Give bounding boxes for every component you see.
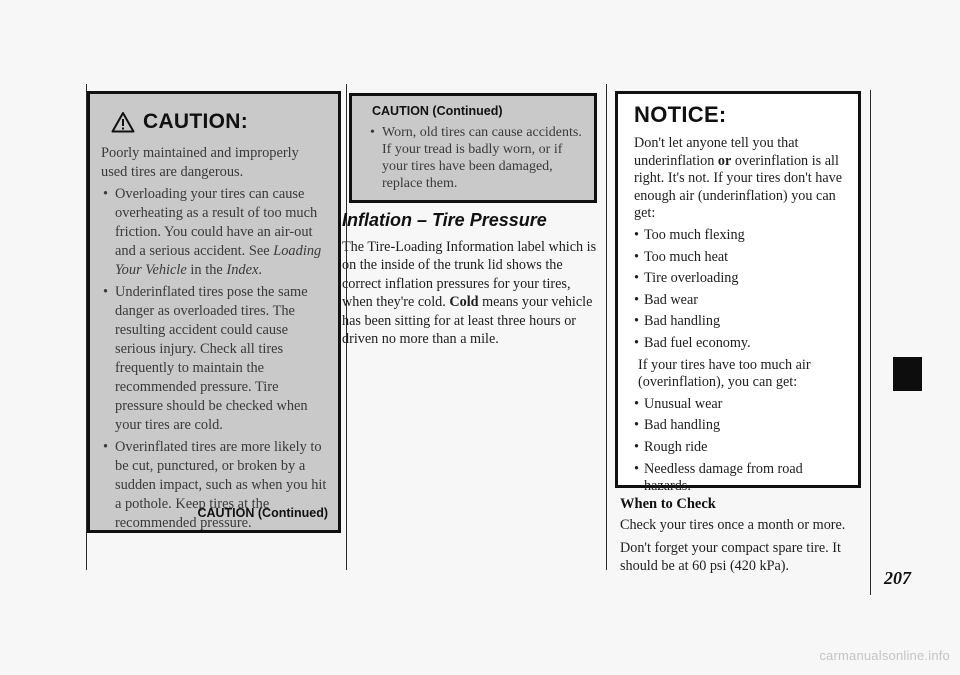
- watermark: carmanualsonline.info: [819, 648, 950, 663]
- caution-continued-bullets: [368, 124, 582, 192]
- list-item: • Bad fuel economy.: [634, 334, 751, 351]
- caution-continued-box: [349, 93, 597, 203]
- notice-text-overinflation: If your tires have too much air (overinflation), you can get:: [638, 356, 811, 391]
- list-item: • Bad wear: [634, 291, 698, 308]
- inflation-paragraph: The Tire-Loading Information label which is on the inside of the trunk lid shows the correct inflation pressures for your tires, when they're cold. Cold means your vehicle has been sitting for at least three hours or driven no more than a mile.: [342, 239, 597, 348]
- notice-box: [615, 91, 861, 495]
- list-item: • Bad handling: [634, 313, 721, 330]
- warning-triangle-icon: [111, 111, 135, 133]
- list-item: • Rough ride: [634, 438, 708, 455]
- list-item: • Bad handling: [634, 417, 721, 434]
- caution-continued-title: CAUTION (Continued): [372, 104, 503, 118]
- when-to-check-paragraph-1: Check your tires once a month or more.: [620, 517, 846, 533]
- list-item: • Needless damage from road hazards.: [634, 460, 803, 495]
- list-item: • Overinflated tires are more likely to be cut, punctured, or broken by a sudden impact, such as when you hit a pothole. Keep tires at the recommended pressure.: [103, 439, 327, 531]
- underinflation-list: [634, 227, 848, 353]
- notice-text: Don't let anyone tell you that underinflation or overinflation is all right. It's not. If your tires don't have enough air (underinflation) you can get:: [634, 135, 843, 222]
- caution-title: CAUTION:: [111, 110, 328, 134]
- caution-box: [87, 91, 341, 533]
- section-heading-when-to-check: When to Check: [620, 496, 716, 512]
- list-item: • Too much heat: [634, 248, 729, 265]
- when-to-check-paragraph-2: Don't forget your compact spare tire. It should be at 60 psi (420 kPa).: [620, 540, 841, 574]
- notice-title: NOTICE:: [634, 102, 727, 127]
- section-tab-marker: [893, 357, 922, 391]
- caution-bullets: [101, 185, 328, 533]
- caution-intro: Poorly maintained and improperly used tires are dangerous.: [101, 145, 299, 180]
- caution-continued-label: CAUTION (Continued): [197, 506, 328, 520]
- list-item: • Underinflated tires pose the same danger as overloaded tires. The resulting accident could cause serious injury. Check all tires frequently to maintain the recommended pressure. Tire pressure should be checked when your tires are cold.: [103, 284, 308, 433]
- overinflation-list: [634, 396, 848, 496]
- list-item: • Too much flexing: [634, 226, 745, 243]
- list-item: • Unusual wear: [634, 395, 723, 412]
- list-item: • Worn, old tires can cause accidents. If your tread is badly worn, or if your tires have been damaged, replace them.: [370, 125, 582, 191]
- column-rule: [606, 84, 607, 570]
- list-item: • Overloading your tires can cause overheating as a result of too much friction. You could have an air-out and a serious accident. See Loading Your Vehicle in the Index.: [103, 186, 322, 278]
- list-item: • Tire overloading: [634, 270, 739, 287]
- page-number: 207: [884, 568, 911, 588]
- section-heading-inflation: Inflation – Tire Pressure: [342, 210, 547, 230]
